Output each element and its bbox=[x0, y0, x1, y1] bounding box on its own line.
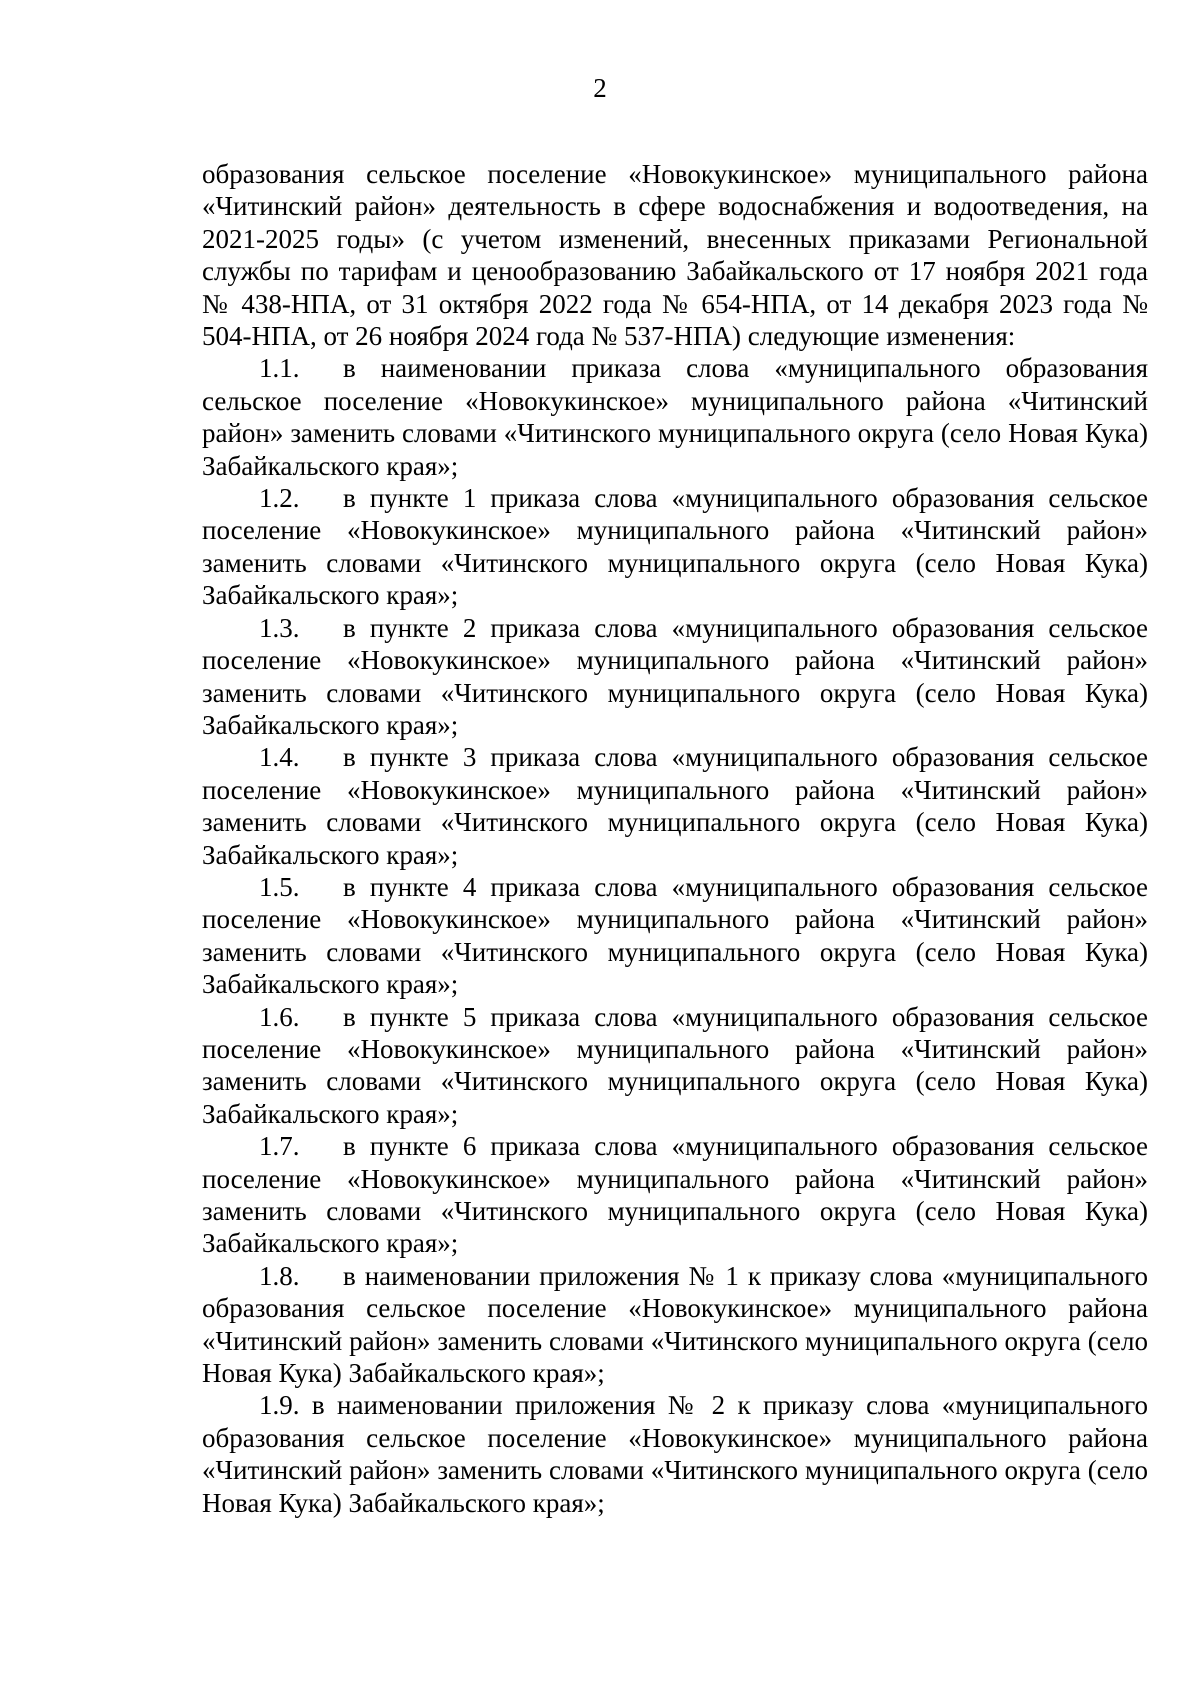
item-text: в пункте 6 приказа слова «муниципального образования сельское поселение «Новокукинское» муниципального района «Читинский район» заменить словами «Читинского муниципального округа (село Новая Кука) Забайкальского края»; bbox=[202, 1131, 1148, 1259]
list-item bbox=[202, 1389, 1148, 1519]
item-number: 1.2. bbox=[259, 483, 300, 514]
item-number: 1.4. bbox=[259, 742, 300, 773]
list-item bbox=[202, 1130, 1148, 1260]
list-item bbox=[202, 612, 1148, 742]
list-item bbox=[202, 741, 1148, 871]
item-number: 1.6. bbox=[259, 1001, 300, 1032]
item-number: 1.9. bbox=[259, 1390, 300, 1421]
item-text: в пункте 1 приказа слова «муниципального образования сельское поселение «Новокукинское» муниципального района «Читинский район» заменить словами «Читинского муниципального округа (село Новая Кука) Забайкальского края»; bbox=[202, 483, 1148, 611]
list-item bbox=[202, 352, 1148, 482]
page-number: 2 bbox=[593, 73, 607, 103]
document-body bbox=[202, 158, 1148, 1519]
list-item bbox=[202, 482, 1148, 612]
item-text: в наименовании приложения № 1 к приказу слова «муниципального образования сельское поселение «Новокукинское» муниципального района «Читинский район» заменить словами «Читинского муниципального округа (село Новая Кука) Забайкальского края»; bbox=[202, 1260, 1148, 1389]
list-item bbox=[202, 1001, 1148, 1131]
item-number: 1.7. bbox=[259, 1131, 300, 1162]
intro-paragraph: образования сельское поселение «Новокукинское» муниципального района «Читинский район» деятельность в сфере водоснабжения и водоотведения, на 2021-2025 годы» (с учетом изменений, внесенных приказами Региональной службы по тарифам и ценообразованию Забайкальского от 17 ноября 2021 года № 438-НПА, от 31 октября 2022 года № 654-НПА, от 14 декабря 2023 года № 504-НПА, от 26 ноября 2024 года № 537-НПА) следующие изменения: bbox=[202, 159, 1148, 352]
item-number: 1.5. bbox=[259, 871, 300, 902]
item-number: 1.3. bbox=[259, 612, 300, 643]
item-number: 1.1. bbox=[259, 353, 300, 384]
list-item bbox=[202, 1260, 1148, 1390]
item-text: в пункте 3 приказа слова «муниципального образования сельское поселение «Новокукинское» муниципального района «Читинский район» заменить словами «Читинского муниципального округа (село Новая Кука) Забайкальского края»; bbox=[202, 742, 1148, 870]
item-number: 1.8. bbox=[259, 1260, 300, 1291]
item-text: в пункте 4 приказа слова «муниципального образования сельское поселение «Новокукинское» муниципального района «Читинский район» заменить словами «Читинского муниципального округа (село Новая Кука) Забайкальского края»; bbox=[202, 871, 1148, 1000]
item-text: в пункте 2 приказа слова «муниципального образования сельское поселение «Новокукинское» муниципального района «Читинский район» заменить словами «Читинского муниципального округа (село Новая Кука) Забайкальского края»; bbox=[202, 612, 1148, 740]
item-text: в наименовании приказа слова «муниципального образования сельское поселение «Новокукинское» муниципального района «Читинский район» заменить словами «Читинского муниципального округа (село Новая Кука) Забайкальского края»; bbox=[202, 353, 1148, 481]
item-text: в пункте 5 приказа слова «муниципального образования сельское поселение «Новокукинское» муниципального района «Читинский район» заменить словами «Читинского муниципального округа (село Новая Кука) Забайкальского края»; bbox=[202, 1001, 1148, 1129]
item-text: в наименовании приложения № 2 к приказу слова «муниципального образования сельское поселение «Новокукинское» муниципального района «Читинский район» заменить словами «Читинского муниципального округа (село Новая Кука) Забайкальского края»; bbox=[202, 1390, 1148, 1518]
list-item bbox=[202, 871, 1148, 1001]
